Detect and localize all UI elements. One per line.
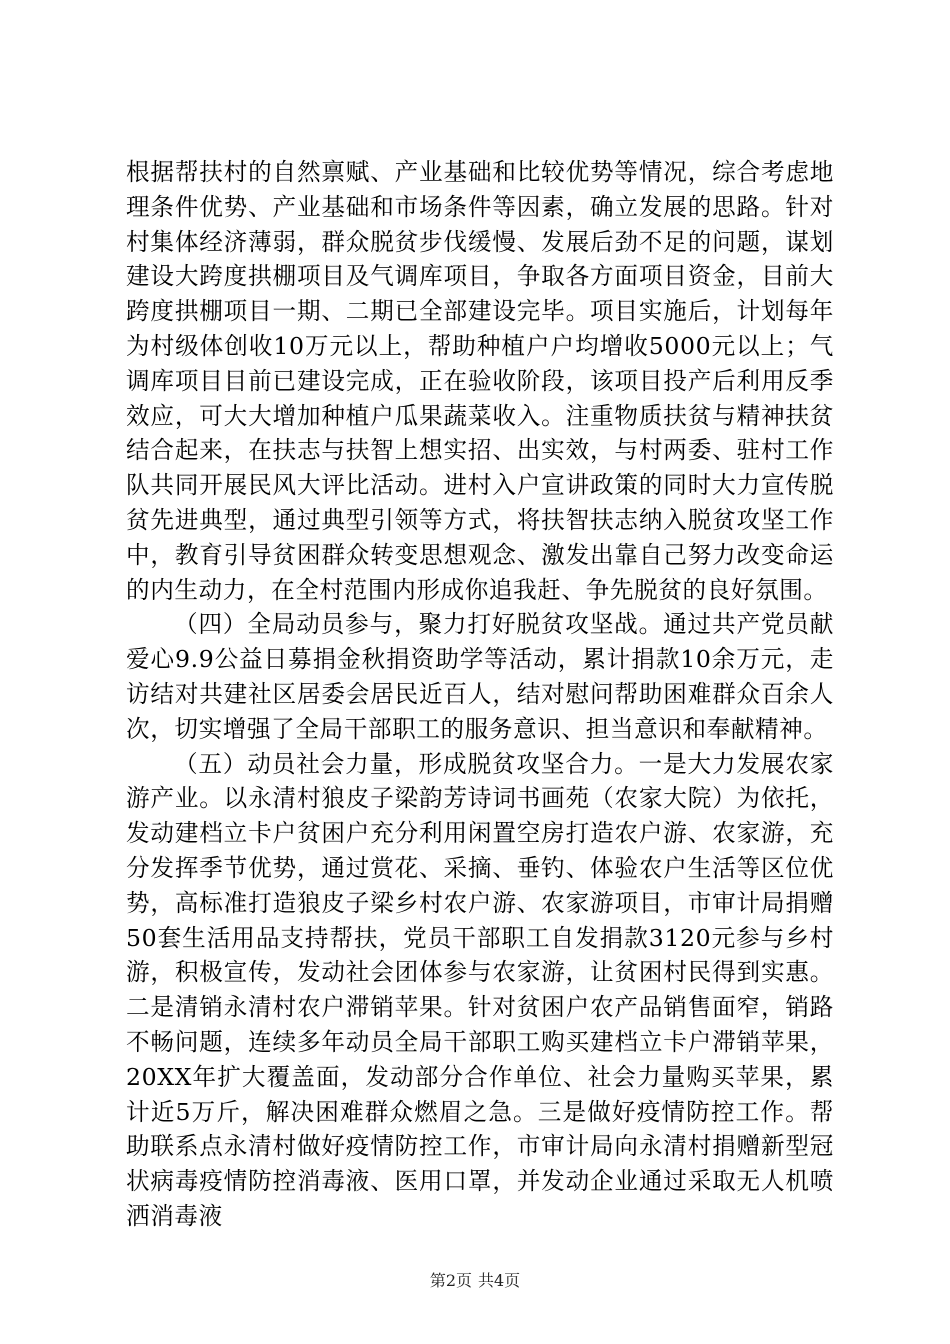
- paragraph-section-five: （五）动员社会力量，形成脱贫攻坚合力。一是大力发展农家游产业。以永清村狼皮子梁韵芳诗词书画苑（农家大院）为依托，发动建档立卡户贫困户充分利用闲置空房打造农户游、农家游，充分发挥季节优势，通过赏花、采摘、垂钓、体验农户生活等区位优势，高标准打造狼皮子梁乡村农户游、农家游项目，市审计局捐赠50套生活用品支持帮扶，党员干部职工自发捐款3120元参与乡村游，积极宣传，发动社会团体参与农家游，让贫困村民得到实惠。二是清销永清村农户滞销苹果。针对贫困户农产品销售面窄，销路不畅问题，连续多年动员全局干部职工购买建档立卡户滞销苹果，20XX年扩大覆盖面，发动部分合作单位、社会力量购买苹果，累计近5万斤，解决困难群众燃眉之急。三是做好疫情防控工作。帮助联系点永清村做好疫情防控工作，市审计局向永清村捐赠新型冠状病毒疫情防控消毒液、医用口罩，并发动企业通过采取无人机喷洒消毒液: [126, 749, 834, 1230]
- page-footer: [0, 1271, 950, 1291]
- paragraph-section-four: （四）全局动员参与，聚力打好脱贫攻坚战。通过共产党员献爱心9.9公益日募捐金秋捐资助学等活动，累计捐款10余万元，走访结对共建社区居委会居民近百人，结对慰问帮助困难群众百余人次，切实增强了全局干部职工的服务意识、担当意识和奉献精神。: [126, 610, 834, 743]
- document-body: [126, 155, 834, 1234]
- page-total: 共4页: [478, 1271, 521, 1290]
- page-number: 第2页: [429, 1271, 472, 1290]
- paragraph-poverty-development-ideas: 根据帮扶村的自然禀赋、产业基础和比较优势等情况，综合考虑地理条件优势、产业基础和市场条件等因素，确立发展的思路。针对村集体经济薄弱，群众脱贫步伐缓慢、发展后劲不足的问题，谋划建设大跨度拱棚项目及气调库项目，争取各方面项目资金，目前大跨度拱棚项目一期、二期已全部建设完毕。项目实施后，计划每年为村级体创收10万元以上，帮助种植户户均增收5000元以上；气调库项目目前已建设完成，正在验收阶段，该项目投产后利用反季效应，可大大增加种植户瓜果蔬菜收入。注重物质扶贫与精神扶贫结合起来，在扶志与扶智上想实招、出实效，与村两委、驻村工作队共同开展民风大评比活动。进村入户宣讲政策的同时大力宣传脱贫先进典型，通过典型引领等方式，将扶智扶志纳入脱贫攻坚工作中，教育引导贫困群众转变思想观念、激发出靠自己努力改变命运的内生动力，在全村范围内形成你追我赶、争先脱贫的良好氛围。: [126, 158, 834, 604]
